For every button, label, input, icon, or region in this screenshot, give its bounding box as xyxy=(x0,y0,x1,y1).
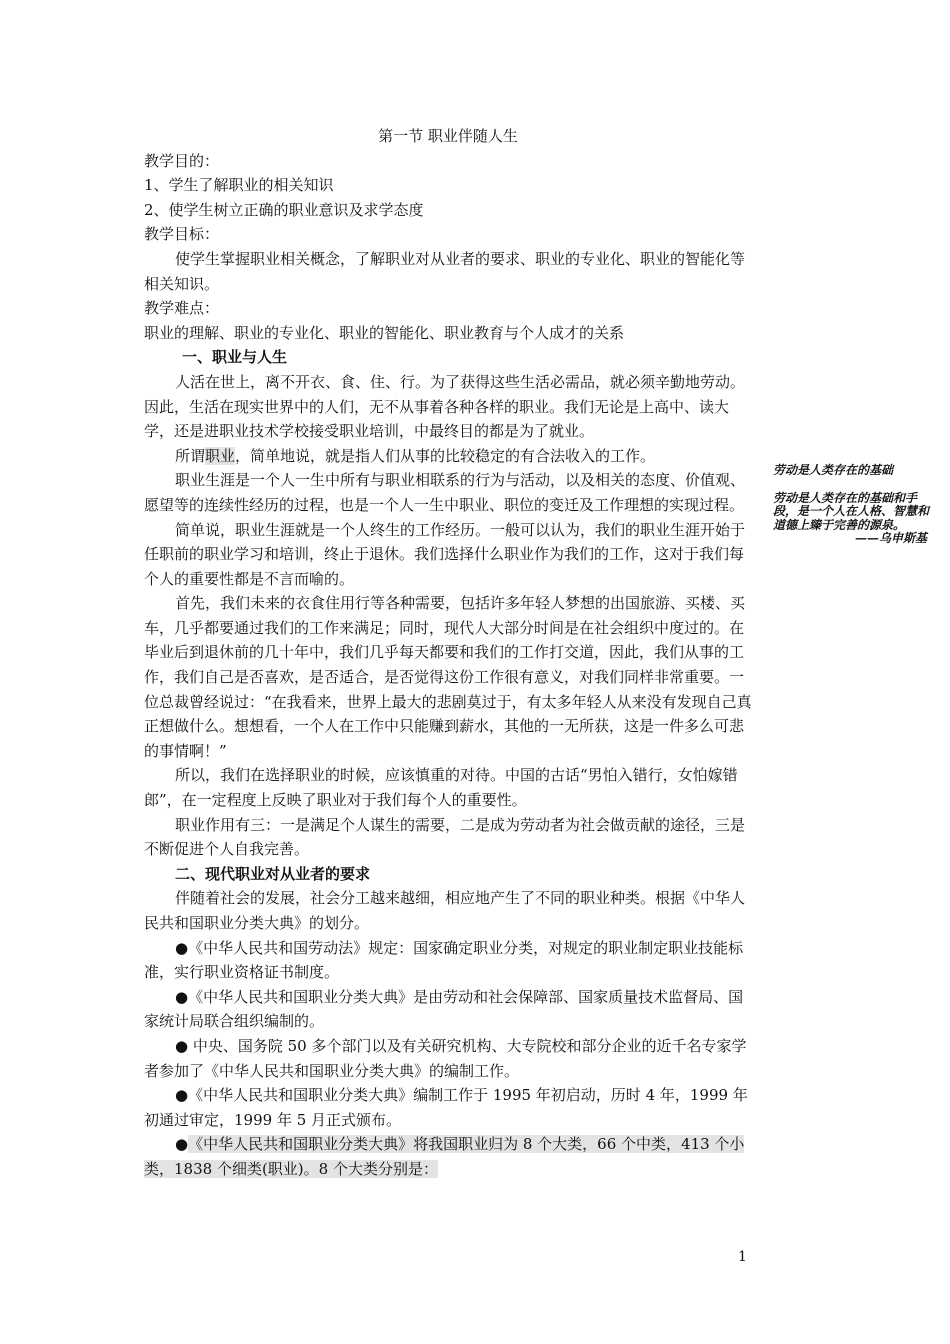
paragraph: 人活在世上，离不开衣、食、住、行。为了获得这些生活必需品，就必须辛勤地劳动。因此，生活在现实世界中的人们，无不从事着各种各样的职业。我们无论是上高中、读大学，还是进职业技术学校接受职业培训，中最终目的都是为了就业。 xyxy=(144,372,746,441)
paragraph: 职业生涯是一个人一生中所有与职业相联系的行为与活动，以及相关的态度、价值观、愿望等的连续性经历的过程，也是一个人一生中职业、职位的变迁及工作理想的实现过程。 xyxy=(144,471,746,514)
paragraph: 简单说，职业生涯就是一个人终生的工作经历。一般可以认为，我们的职业生涯开始于任职前的职业学习和培训，终止于退休。我们选择什么职业作为我们的工作，这对于我们每个人的重要性都是不言而喻的。 xyxy=(144,520,746,588)
difficulties-label: 教学难点： xyxy=(144,299,220,318)
bullet-item-highlighted xyxy=(144,1132,752,1181)
bullet-item: ● 中央、国务院 50 多个部门以及有关研究机构、大专院校和部分企业的近千名专家学者参加了《中华人民共和国职业分类大典》的编制工作。 xyxy=(144,1036,747,1080)
text-run: 所谓 xyxy=(175,446,206,465)
page-number: 1 xyxy=(738,1249,747,1265)
section-heading: 二、现代职业对从业者的要求 xyxy=(175,864,371,883)
document-body xyxy=(144,124,752,1182)
quote-attribution: ——乌申斯基 xyxy=(854,531,927,545)
objective-item: 2、使学生树立正确的职业意识及求学态度 xyxy=(144,200,424,219)
difficulties-text: 职业的理解、职业的专业化、职业的智能化、职业教育与个人成才的关系 xyxy=(144,323,625,342)
paragraph: 职业作用有三：一是满足个人谋生的需要，二是成为劳动者为社会做贡献的途径，三是不断促进个人自我完善。 xyxy=(144,815,746,859)
paragraph: 伴随着社会的发展，社会分工越来越细，相应地产生了不同的职业种类。根据《中华人民共和国职业分类大典》的划分。 xyxy=(144,889,746,932)
bullet-glyph: ● xyxy=(175,1135,189,1154)
objective-item: 1、学生了解职业的相关知识 xyxy=(144,176,334,195)
paragraph: 首先，我们未来的衣食住用行等各种需要，包括许多年轻人梦想的出国旅游、买楼、买车，几乎都要通过我们的工作来满足；同时，现代人大部分时间是在社会组织中度过的。在毕业后到退休前的几十年中，我们几乎每天都要和我们的工作打交道，因此，我们从事的工作，我们自己是否喜欢，是否适合，是否觉得这份工作很有意义，对我们同样非常重要。一位总裁曾经说过：“在我看来，世界上最大的悲剧莫过于，有太多年轻人从来没有发现自己真正想做什么。想想看，一个人在工作中只能赚到薪水，其他的一无所获，这是一件多么可悲的事情啊！” xyxy=(144,594,752,760)
quote-line: 劳动是人类存在的基础 xyxy=(773,463,894,477)
bullet-item: ●《中华人民共和国劳动法》规定：国家确定职业分类，对规定的职业制定职业技能标准，实行职业资格证书制度。 xyxy=(144,938,744,982)
text-run: ，简单地说，就是指人们从事的比较稳定的有合法收入的工作。 xyxy=(235,446,656,465)
quote-text: 劳动是人类存在的基础和手段，是一个人在人格、智慧和道德上臻于完善的源泉。 xyxy=(773,490,930,532)
page-title: 第一节 职业伴随人生 xyxy=(378,127,518,145)
paragraph: 所以，我们在选择职业的时候，应该慎重的对待。中国的古话“男怕入错行，女怕嫁错郎”，在一定程度上反映了职业对于我们每个人的重要性。 xyxy=(144,766,738,810)
goals-text: 使学生掌握职业相关概念，了解职业对从业者的要求、职业的专业化、职业的智能化等相关知识。 xyxy=(144,249,746,293)
bullet-item: ●《中华人民共和国职业分类大典》是由劳动和社会保障部、国家质量技术监督局、国家统计局联合组织编制的。 xyxy=(144,987,744,1031)
sidebar-quote xyxy=(773,464,933,546)
highlighted-text: 《中华人民共和国职业分类大典》将我国职业归为 8 个大类，66 个中类，413 个小类，1838 个细类(职业)。8 个大类分别是： xyxy=(144,1135,745,1178)
section-heading: 一、职业与人生 xyxy=(182,348,288,367)
paragraph-definition xyxy=(144,444,752,469)
goals-label: 教学目标： xyxy=(144,225,220,244)
bullet-item: ●《中华人民共和国职业分类大典》编制工作于 1995 年初启动，历时 4 年，1999 年初通过审定，1999 年 5 月正式颁布。 xyxy=(144,1086,748,1129)
highlighted-term: 职业 xyxy=(205,446,236,465)
objectives-label: 教学目的： xyxy=(144,151,220,170)
